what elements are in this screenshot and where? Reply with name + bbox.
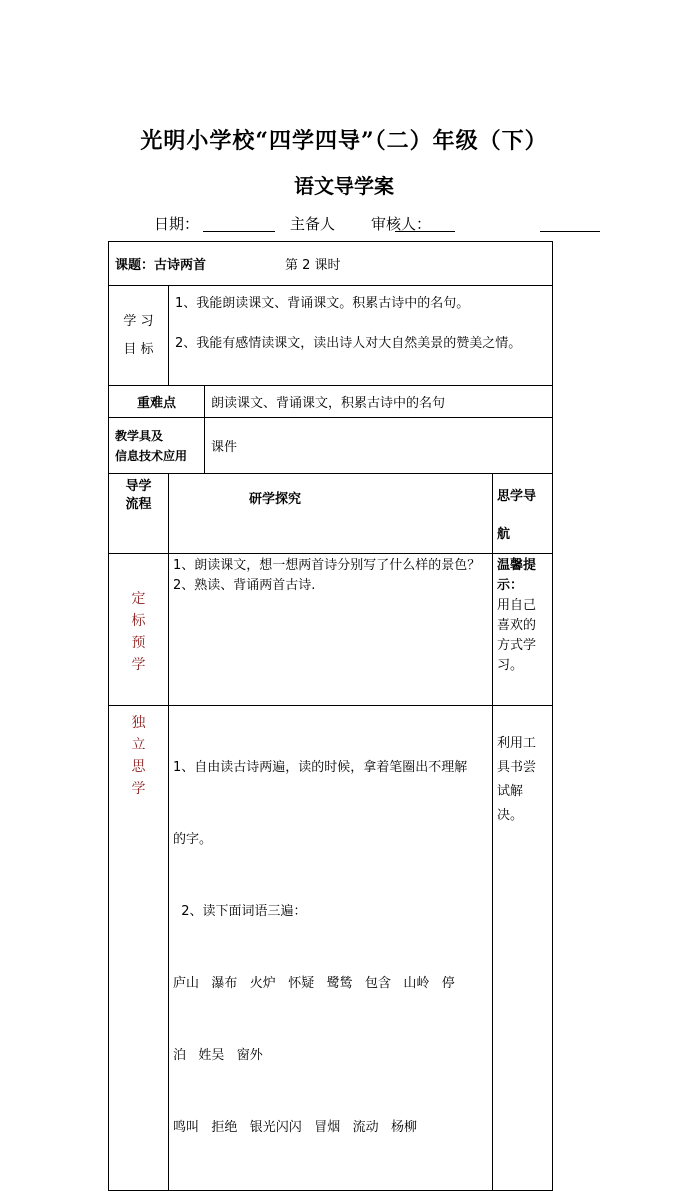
key-points-value: 朗读课文、背诵课文，积累古诗中的名句	[205, 386, 553, 418]
flow-header-row	[109, 474, 553, 554]
vocab-line: 庐山 瀑布 火炉 怀疑 鹭鸶 包含 山岭 停	[173, 976, 455, 991]
task-line: 1、自由读古诗两遍，读的时候，拿着笔圈出不理解	[173, 760, 468, 775]
stage-independent-tip: 利用工 具书尝 试解决。	[493, 706, 553, 1191]
lesson-period: 第 2 课时	[285, 258, 341, 273]
key-points-label: 重难点	[109, 386, 205, 418]
stage-independent-label: 独 立 思 学	[109, 706, 169, 1191]
stage-preview-tip: 温馨提 示： 用自己 喜欢的 方式学 习。	[493, 554, 553, 706]
stage-preview-label: 定 标 预 学	[109, 554, 169, 706]
date-blank	[203, 231, 275, 232]
stage-preview-content	[169, 554, 493, 706]
key-points-row	[109, 386, 553, 418]
objectives-row	[109, 286, 553, 386]
task-line: 2、熟读、背诵两首古诗.	[173, 578, 316, 593]
reviewer-label: 审核人：	[371, 215, 432, 233]
objective-item: 2、我能有感情读课文，读出诗人对大自然美景的赞美之情。	[175, 336, 522, 351]
document-title: 光明小学校“四学四导”（二）年级（下）	[140, 128, 548, 154]
task-line: 的字。	[173, 832, 213, 847]
tools-value: 课件	[205, 418, 553, 474]
vocab-line: 泊 姓吴 窗外	[173, 1048, 263, 1063]
lesson-plan-table	[108, 241, 553, 1191]
task-line: 1、朗读课文，想一想两首诗分别写了什么样的景色？	[173, 558, 481, 573]
objectives-label: 学 习 目 标	[109, 286, 169, 386]
flow-column-header: 导学 流程	[109, 474, 169, 554]
date-label: 日期：	[154, 215, 200, 233]
stage-independent-row	[109, 706, 553, 1191]
lesson-topic: 课题：古诗两首	[115, 258, 207, 273]
stage-preview-row	[109, 554, 553, 706]
topic-row	[109, 242, 553, 286]
preparer-label: 主备人	[290, 215, 336, 233]
extra-blank	[540, 231, 600, 232]
stage-independent-content	[169, 706, 493, 1191]
objective-item: 1、我能朗读课文、背诵课文。积累古诗中的名句。	[175, 296, 470, 311]
research-column-header: 研学探究	[169, 474, 493, 554]
vocab-line: 鸣叫 拒绝 银光闪闪 冒烟 流动 杨柳	[173, 1120, 417, 1135]
guidance-column-header: 思学导 航	[493, 474, 553, 554]
tools-label: 教学具及 信息技术应用	[109, 418, 205, 474]
document-subtitle: 语文导学案	[294, 174, 394, 198]
reviewer-blank	[395, 231, 455, 232]
task-line: 2、读下面词语三遍：	[173, 904, 307, 919]
tools-row	[109, 418, 553, 474]
